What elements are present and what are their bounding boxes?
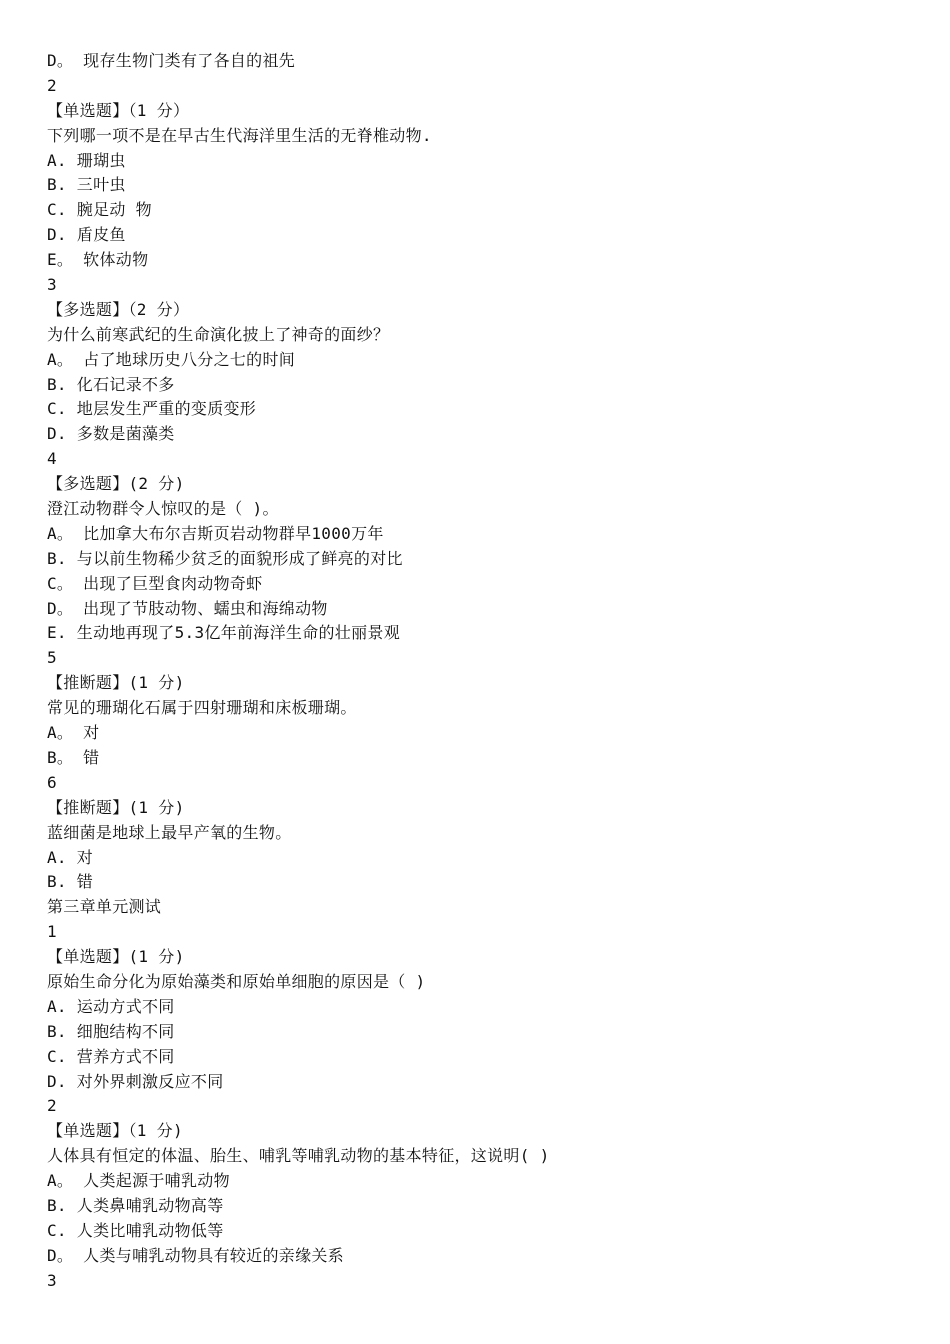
text-line: 为什么前寒武纪的生命演化披上了神奇的面纱？	[47, 324, 390, 344]
text-line: 1	[47, 922, 57, 942]
text-line: 3	[47, 275, 57, 295]
text-line: 2	[47, 75, 57, 95]
text-line: 6	[47, 772, 57, 792]
text-line: E. 生动地再现了5.3亿年前海洋生命的壮丽景观	[47, 623, 400, 643]
text-line: A. 珊瑚虫	[47, 150, 126, 170]
text-line: D。 人类与哺乳动物具有较近的亲缘关系	[47, 1245, 344, 1265]
text-line: C. 腕足动 物	[47, 200, 152, 220]
text-line: 【推断题】(1 分)	[47, 797, 185, 817]
text-line: C. 营养方式不同	[47, 1046, 175, 1066]
text-line: C. 地层发生严重的变质变形	[47, 399, 257, 419]
text-line: 5	[47, 648, 57, 668]
text-line: E。 软体动物	[47, 250, 149, 270]
text-line: C. 人类比哺乳动物低等	[47, 1220, 224, 1240]
text-line: 下列哪一项不是在早古生代海洋里生活的无脊椎动物.	[47, 125, 432, 145]
text-line: D. 多数是菌藻类	[47, 424, 175, 444]
document-body	[47, 49, 907, 1294]
text-line: 蓝细菌是地球上最早产氧的生物。	[47, 822, 292, 842]
text-line: 人体具有恒定的体温、胎生、哺乳等哺乳动物的基本特征，这说明( )	[47, 1146, 550, 1166]
text-line: 第三章单元测试	[47, 897, 162, 917]
text-line: A。 占了地球历史八分之七的时间	[47, 349, 296, 369]
text-line: D. 对外界刺激反应不同	[47, 1071, 224, 1091]
text-line: 2	[47, 1096, 57, 1116]
text-line: D. 盾皮鱼	[47, 225, 126, 245]
text-line: 【多选题】（2 分）	[47, 299, 190, 319]
text-line: 【单选题】（1 分)	[47, 1121, 183, 1141]
text-line: B. 细胞结构不同	[47, 1021, 175, 1041]
text-line: D。 出现了节肢动物、蠕虫和海绵动物	[47, 598, 328, 618]
text-line: B. 三叶虫	[47, 175, 126, 195]
text-line: 原始生命分化为原始藻类和原始单细胞的原因是（ )	[47, 971, 426, 991]
text-line: 4	[47, 449, 57, 469]
text-line: C。 出现了巨型食肉动物奇虾	[47, 573, 263, 593]
text-line: A. 对	[47, 847, 94, 867]
text-line: B. 与以前生物稀少贫乏的面貌形成了鲜亮的对比	[47, 548, 403, 568]
text-line: 【推断题】(1 分)	[47, 673, 185, 693]
text-line: B. 化石记录不多	[47, 374, 175, 394]
text-line: B. 人类鼻哺乳动物高等	[47, 1195, 224, 1215]
text-line: 3	[47, 1270, 57, 1290]
text-line: 【单选题】（1 分）	[47, 100, 190, 120]
text-line: A. 运动方式不同	[47, 996, 175, 1016]
text-line: B. 错	[47, 872, 94, 892]
text-line: B。 错	[47, 747, 100, 767]
text-line: 常见的珊瑚化石属于四射珊瑚和床板珊瑚。	[47, 698, 357, 718]
text-line: D。 现存生物门类有了各自的祖先	[47, 51, 296, 70]
text-line: A。 人类起源于哺乳动物	[47, 1171, 230, 1191]
text-line: 【单选题】(1 分)	[47, 947, 185, 967]
text-line: A。 比加拿大布尔吉斯页岩动物群早1000万年	[47, 523, 384, 543]
text-line: A。 对	[47, 723, 100, 743]
text-line: 澄江动物群令人惊叹的是（ )。	[47, 499, 279, 519]
text-line: 【多选题】(2 分)	[47, 474, 185, 494]
